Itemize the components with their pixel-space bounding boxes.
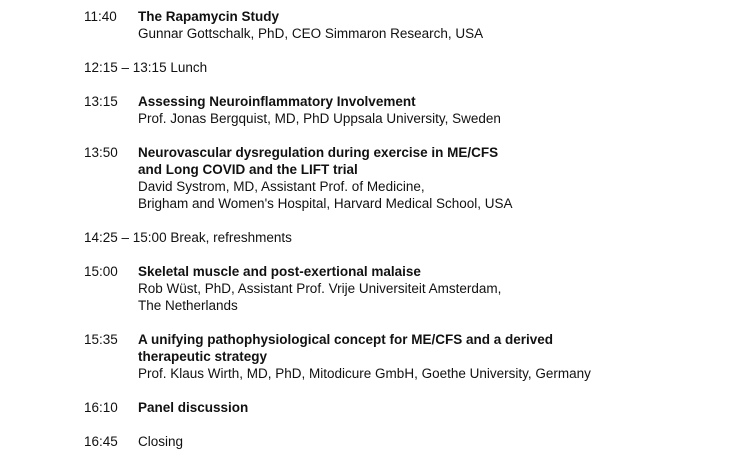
entry-content (138, 399, 248, 416)
schedule-entry (84, 433, 183, 450)
entry-time: 15:35 (84, 332, 118, 347)
refreshment-break: 14:25 – 15:00 Break, refreshments (84, 230, 292, 245)
entry-content (138, 263, 501, 314)
entry-time: 13:15 (84, 94, 118, 109)
schedule-entry (84, 399, 248, 416)
talk-title-line: and Long COVID and the LIFT trial (138, 162, 358, 177)
talk-title-line: therapeutic strategy (138, 349, 268, 364)
speaker-info-line: David Systrom, MD, Assistant Prof. of Medicine, (138, 179, 425, 194)
speaker-info: Gunnar Gottschalk, PhD, CEO Simmaron Research, USA (138, 26, 484, 41)
entry-time: 11:40 (84, 9, 117, 24)
speaker-info-line: Brigham and Women's Hospital, Harvard Medical School, USA (138, 196, 513, 211)
schedule-entry (84, 263, 501, 314)
closing-label: Closing (138, 434, 184, 449)
entry-content (138, 331, 591, 382)
entry-content (138, 93, 501, 127)
talk-title: Panel discussion (138, 400, 249, 415)
entry-time: 13:50 (84, 145, 118, 160)
schedule-entry (84, 93, 501, 127)
schedule-entry (84, 331, 591, 382)
speaker-info: Prof. Klaus Wirth, MD, PhD, Mitodicure GmbH, Goethe University, Germany (138, 366, 591, 381)
entry-content (138, 433, 183, 450)
talk-title-line: A unifying pathophysiological concept for ME/CFS and a derived (138, 332, 554, 347)
schedule-entry (84, 8, 483, 42)
schedule-entry (84, 144, 513, 212)
lunch-break: 12:15 – 13:15 Lunch (84, 60, 208, 75)
speaker-info-line: The Netherlands (138, 298, 238, 313)
entry-time: 16:45 (84, 434, 118, 449)
speaker-info-line: Rob Wüst, PhD, Assistant Prof. Vrije Universiteit Amsterdam, (138, 281, 502, 296)
entry-content (138, 8, 483, 42)
speaker-info: Prof. Jonas Bergquist, MD, PhD Uppsala University, Sweden (138, 111, 501, 126)
talk-title: Assessing Neuroinflammatory Involvement (138, 94, 416, 109)
entry-time: 16:10 (84, 400, 118, 415)
entry-content (138, 144, 513, 212)
talk-title: The Rapamycin Study (138, 9, 280, 24)
talk-title: Skeletal muscle and post-exertional malaise (138, 264, 421, 279)
talk-title-line: Neurovascular dysregulation during exercise in ME/CFS (138, 145, 499, 160)
entry-time: 15:00 (84, 264, 118, 279)
